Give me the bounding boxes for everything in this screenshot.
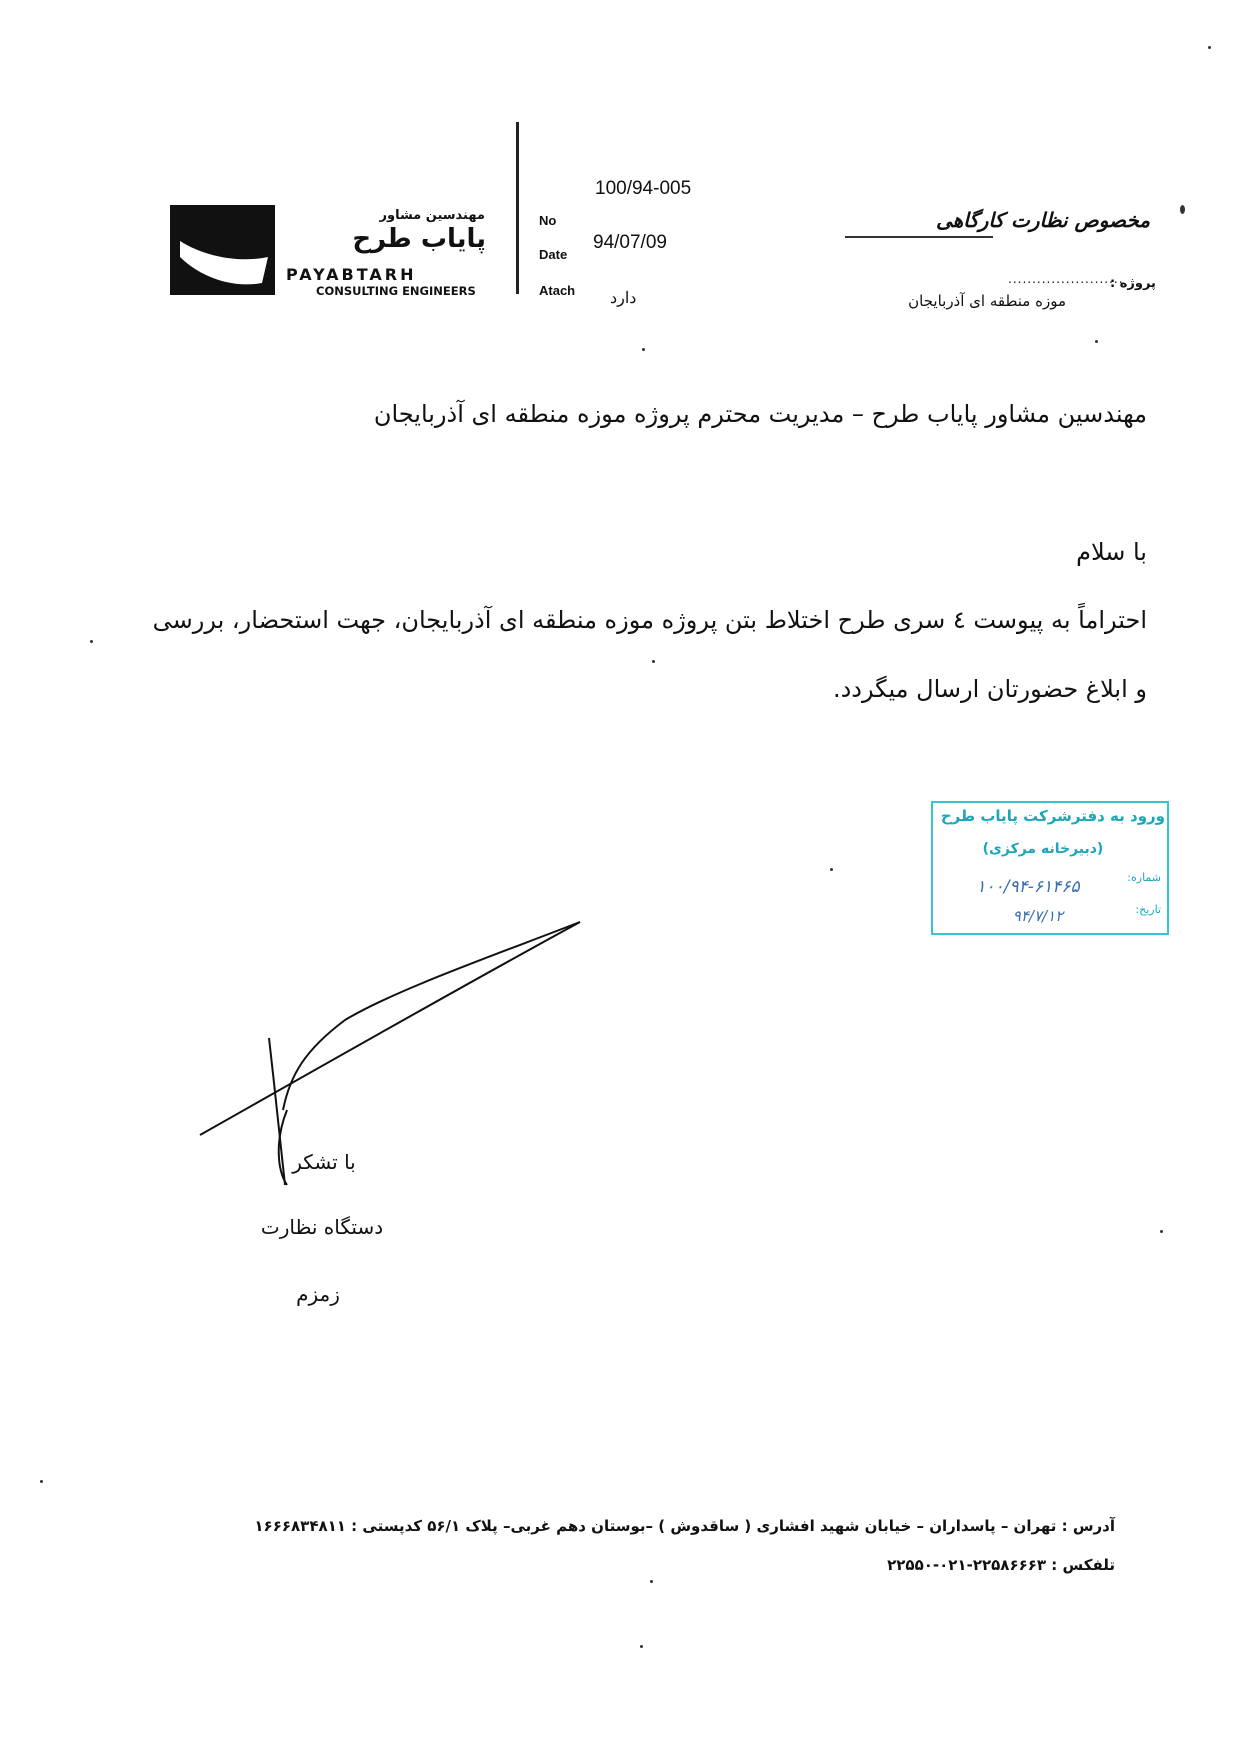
logo-persian-name: پایاب طرح — [352, 224, 486, 254]
project-dotted-line: ........................ — [1008, 272, 1124, 286]
letter-greeting: با سلام — [1076, 538, 1147, 566]
header-divider — [516, 122, 519, 294]
letter-number-value: 100/94-005 — [595, 178, 692, 199]
scan-speck — [1160, 1230, 1163, 1233]
document-type-title: مخصوص نظارت کارگاهی — [935, 208, 1150, 232]
letter-date-label: Date — [539, 247, 568, 262]
letter-date-value: 94/07/09 — [593, 232, 667, 253]
stamp-date-label: تاریخ: — [1135, 903, 1161, 916]
letter-paragraph-line-1: احتراماً به پیوست ٤ سری طرح اختلاط بتن پروژه موزه منطقه ای آذربایجان، جهت استحضار، بررسی — [152, 606, 1147, 634]
scan-speck — [90, 640, 93, 643]
scan-speck — [830, 868, 833, 871]
payabtarh-logo-icon — [170, 205, 275, 295]
footer-address: آدرس : تهران – پاسداران – خیابان شهید افشاری ( ساقدوش ) –بوستان دهم غربی– پلاک ۵۶/۱ کدپستی : ۱۶۶۶۸۳۴۸۱۱ — [254, 1517, 1115, 1535]
logo-english-name: PAYABTARH — [286, 265, 417, 284]
stamp-number-label: شماره: — [1127, 871, 1161, 884]
scan-speck — [650, 1580, 653, 1583]
scan-speck — [642, 348, 645, 351]
scan-speck — [1180, 205, 1185, 214]
signer-department: دستگاه نظارت — [260, 1215, 384, 1239]
logo-persian-subtitle: مهندسین مشاور — [379, 208, 485, 223]
stamp-subtitle: (دبیرخانه مرکزی) — [982, 841, 1104, 857]
closing-thanks: با تشکر — [292, 1150, 356, 1174]
scan-speck — [1208, 46, 1211, 49]
attachment-value: دارد — [610, 290, 637, 307]
signer-name: زمزم — [296, 1282, 340, 1306]
letter-number-label: No — [539, 213, 557, 228]
logo-english-subtitle: CONSULTING ENGINEERS — [316, 284, 476, 298]
stamp-date-handwritten: ۹۴/۷/۱۲ — [1012, 907, 1064, 925]
registry-stamp — [931, 801, 1169, 935]
scan-speck — [640, 1645, 643, 1648]
scan-speck — [652, 660, 655, 663]
scan-speck — [1095, 340, 1098, 343]
stamp-number-handwritten: ۱۰۰/۹۴-۶۱۴۶۵ — [976, 877, 1080, 897]
scan-speck — [40, 1480, 43, 1483]
letter-paragraph-line-2: و ابلاغ حضورتان ارسال میگردد. — [832, 675, 1147, 703]
attachment-label: Atach — [539, 283, 576, 298]
project-value: موزه منطقه ای آذربایجان — [908, 292, 1066, 310]
letter-addressee: مهندسین مشاور پایاب طرح – مدیریت محترم پروژه موزه منطقه ای آذربایجان — [373, 400, 1147, 428]
stamp-title: ورود به دفترشرکت پایاب طرح — [940, 807, 1165, 825]
footer-fax: تلفکس : ۲۲۵۸۶۶۶۳-۰۲۱-۲۲۵۵۰ — [887, 1556, 1115, 1574]
title-underline — [845, 236, 993, 238]
project-label: پروژه : — [1110, 276, 1156, 291]
